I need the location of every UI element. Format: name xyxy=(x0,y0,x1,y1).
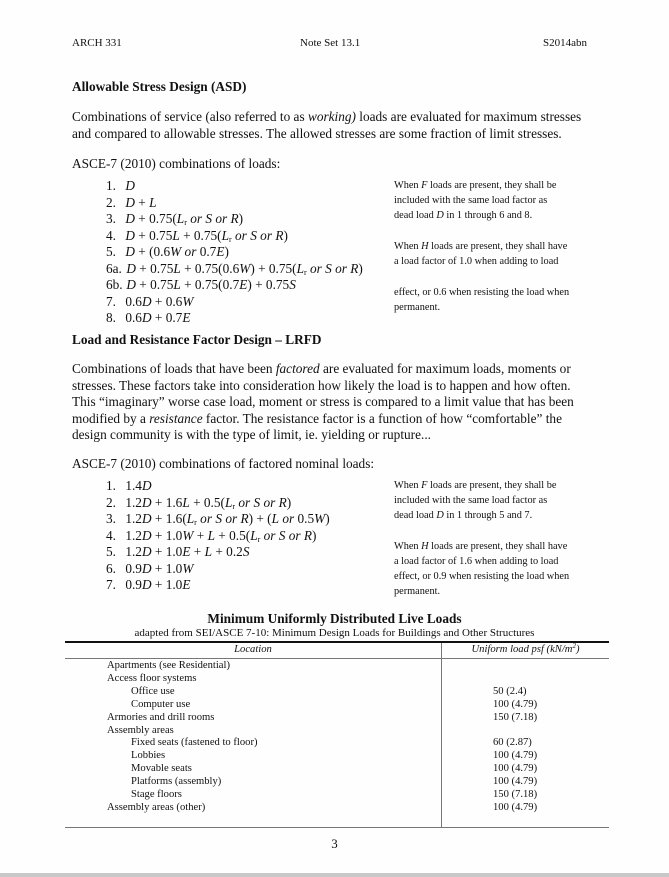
combination-number: 2. xyxy=(106,194,116,210)
combination-number: 6. xyxy=(106,560,116,576)
asd-combination-1 xyxy=(106,178,363,195)
lrfd-combination-list xyxy=(106,478,330,594)
table-row-load: 100 (4.79) xyxy=(493,776,538,788)
table-row-location: Fixed seats (fastened to floor) xyxy=(131,737,258,749)
table-row-load: 100 (4.79) xyxy=(493,750,538,762)
lrfd-combination-4 xyxy=(106,528,330,545)
combination-expression: $D + 0.75(L_r$ or S or R) xyxy=(125,211,244,227)
lrfd-paragraph xyxy=(72,361,574,444)
note-line: When H loads are present, they shall have xyxy=(394,541,568,552)
combination-expression: 0.9D + 1.0E xyxy=(125,577,191,592)
combination-expression: $D + 0.75L + 0.75(L_r$ or S or R) xyxy=(125,227,288,244)
combination-number: 7. xyxy=(106,293,116,309)
header-note-set: Note Set 13.1 xyxy=(300,37,361,49)
note-line: effect, or 0.6 when resisting the load when xyxy=(394,287,570,298)
lrfd-paragraph-line: design community is with the type of limit, ie. yielding or rupture... xyxy=(72,427,431,442)
table-column-divider xyxy=(441,643,442,827)
combination-number: 2. xyxy=(106,494,116,510)
note-line: included with the same load factor as xyxy=(394,495,548,506)
combination-number: 7. xyxy=(106,577,116,592)
lrfd-paragraph-line: This “imaginary” worse case load, moment or stress is compared to a limit value that has been xyxy=(72,394,574,409)
table-row-location: Movable seats xyxy=(131,763,192,775)
lrfd-paragraph-line: modified by a resistance factor. The resistance factor is a function of how “comfortable” the xyxy=(72,410,562,426)
lrfd-combination-2 xyxy=(106,495,330,512)
combination-expression: D + 0.75L + 0.75(0.7E) + 0.75S xyxy=(126,277,296,292)
table-row-location: Assembly areas (other) xyxy=(107,801,206,813)
page-number: 3 xyxy=(331,836,338,851)
lrfd-combos-label: ASCE-7 (2010) combinations of factored nominal loads: xyxy=(72,456,375,471)
combination-expression: D + (0.6W or 0.7E) xyxy=(125,244,229,259)
asd-intro-line-1 xyxy=(72,109,581,126)
combination-number: 4. xyxy=(106,227,116,243)
header-term-author: S2014abn xyxy=(543,37,587,49)
note-line: When F loads are present, they shall be xyxy=(394,480,557,491)
table-row-load: 60 (2.87) xyxy=(493,737,532,749)
combination-expression: D + L xyxy=(125,194,157,210)
combination-number: 6b. xyxy=(106,277,123,292)
combination-expression: 0.9D + 1.0W xyxy=(125,560,194,576)
lrfd-combination-5 xyxy=(106,544,330,561)
table-row-location: Platforms (assembly) xyxy=(131,776,222,788)
lrfd-combination-3 xyxy=(106,511,330,528)
asd-combination-3 xyxy=(106,211,363,228)
table-row-load: 100 (4.79) xyxy=(493,763,538,775)
table-bottom-rule xyxy=(65,827,609,828)
table-row-location: Apartments (see Residential) xyxy=(107,660,230,671)
table-row-load: 100 (4.79) xyxy=(493,801,538,813)
table-row-location: Access floor systems xyxy=(107,672,197,684)
note-line: effect, or 0.9 when resisting the load when xyxy=(394,571,570,582)
table-header-rule xyxy=(65,658,609,659)
note-line: dead load D in 1 through 6 and 8. xyxy=(394,210,533,221)
lrfd-paragraph-line: stresses. These factors take into consideration how likely the load is to happen and how often. xyxy=(72,377,571,393)
asd-combination-2 xyxy=(106,195,363,212)
emphasis-working: working) xyxy=(307,109,356,124)
asd-heading: Allowable Stress Design (ASD) xyxy=(72,79,247,94)
table-row-location: Office use xyxy=(131,685,175,697)
asd-notes xyxy=(394,178,569,315)
combination-number: 1. xyxy=(106,178,116,193)
note-line: a load factor of 1.6 when adding to load xyxy=(394,556,559,567)
table-row-load: 150 (7.18) xyxy=(493,711,538,723)
note-line: dead load D in 1 through 5 and 7. xyxy=(394,510,533,521)
lrfd-heading: Load and Resistance Factor Design – LRFD xyxy=(72,332,322,347)
combination-expression: $D + 0.75L + 0.75(0.6W) + 0.75(L_r$ or S or R) xyxy=(126,260,363,277)
text-run: Combinations of service (also referred to as xyxy=(72,109,308,124)
lrfd-combination-1 xyxy=(106,478,330,495)
combination-expression: 0.6D + 0.6W xyxy=(125,293,194,309)
combination-number: 6a. xyxy=(106,260,122,276)
combination-expression: 1.4D xyxy=(125,478,152,493)
table-row-location: Assembly areas xyxy=(107,724,174,736)
text-run: loads are evaluated for maximum stresses xyxy=(355,109,582,124)
note-line: When F loads are present, they shall be xyxy=(394,180,557,191)
viewer-bottom-edge xyxy=(0,873,669,877)
combination-number: 5. xyxy=(106,544,116,559)
header-course: ARCH 331 xyxy=(72,37,122,49)
asd-combination-5 xyxy=(106,244,363,261)
table-header-load: Uniform load psf $(kN/m^2)$ xyxy=(471,642,580,655)
lrfd-combination-7 xyxy=(106,577,330,594)
table-row-location: Computer use xyxy=(131,698,191,710)
table-row-location: Stage floors xyxy=(131,789,182,800)
combination-number: 3. xyxy=(106,511,116,526)
combination-expression: 0.6D + 0.7E xyxy=(125,310,191,325)
note-line: included with the same load factor as xyxy=(394,195,548,206)
note-line: a load factor of 1.0 when adding to load xyxy=(394,256,559,267)
table-row-load: 50 (2.4) xyxy=(493,685,527,697)
note-line: permanent. xyxy=(394,586,441,597)
asd-combination-8 xyxy=(106,310,363,327)
asd-combination-6b xyxy=(106,277,363,294)
combination-number: 8. xyxy=(106,310,116,325)
table-row-load: 150 (7.18) xyxy=(493,789,538,800)
combination-number: 5. xyxy=(106,244,116,259)
asd-combination-4 xyxy=(106,228,363,245)
lrfd-combination-6 xyxy=(106,561,330,578)
combination-number: 1. xyxy=(106,478,116,493)
combination-number: 3. xyxy=(106,211,116,226)
asd-combination-6a xyxy=(106,261,363,278)
combination-number: 4. xyxy=(106,527,116,543)
combination-expression: D xyxy=(125,178,135,193)
table-row-location: Lobbies xyxy=(131,750,166,762)
note-line: When H loads are present, they shall have xyxy=(394,241,568,252)
table-title: Minimum Uniformly Distributed Live Loads xyxy=(207,611,462,626)
asd-intro-line-2: and compared to allowable stresses. The allowed stresses are some fraction of limit stresses. xyxy=(72,125,562,141)
table-row-location: Armories and drill rooms xyxy=(107,711,215,723)
asd-combination-7 xyxy=(106,294,363,311)
table-top-rule xyxy=(65,641,609,643)
lrfd-paragraph-line: Combinations of loads that have been factored are evaluated for maximum loads, moments or xyxy=(72,361,571,376)
combination-expression: 1.2D + 1.0E + L + 0.2S xyxy=(125,544,250,559)
asd-combination-list xyxy=(106,178,363,327)
combination-expression: $1.2D + 1.6L + 0.5(L_r$ or S or R) xyxy=(125,494,292,511)
note-line: permanent. xyxy=(394,302,441,313)
asd-intro xyxy=(72,109,581,142)
table-subtitle: adapted from SEI/ASCE 7-10: Minimum Design Loads for Buildings and Other Structures xyxy=(134,627,535,639)
table-header-location: Location xyxy=(234,644,272,655)
asd-combos-label: ASCE-7 (2010) combinations of loads: xyxy=(72,156,281,171)
combination-expression: $1.2D + 1.6(L_r$ or S or R) + (L or 0.5W) xyxy=(125,511,330,527)
lrfd-notes xyxy=(394,478,569,599)
combination-expression: $1.2D + 1.0W + L + 0.5(L_r$ or S or R) xyxy=(125,527,317,544)
table-row-load: 100 (4.79) xyxy=(493,698,538,710)
